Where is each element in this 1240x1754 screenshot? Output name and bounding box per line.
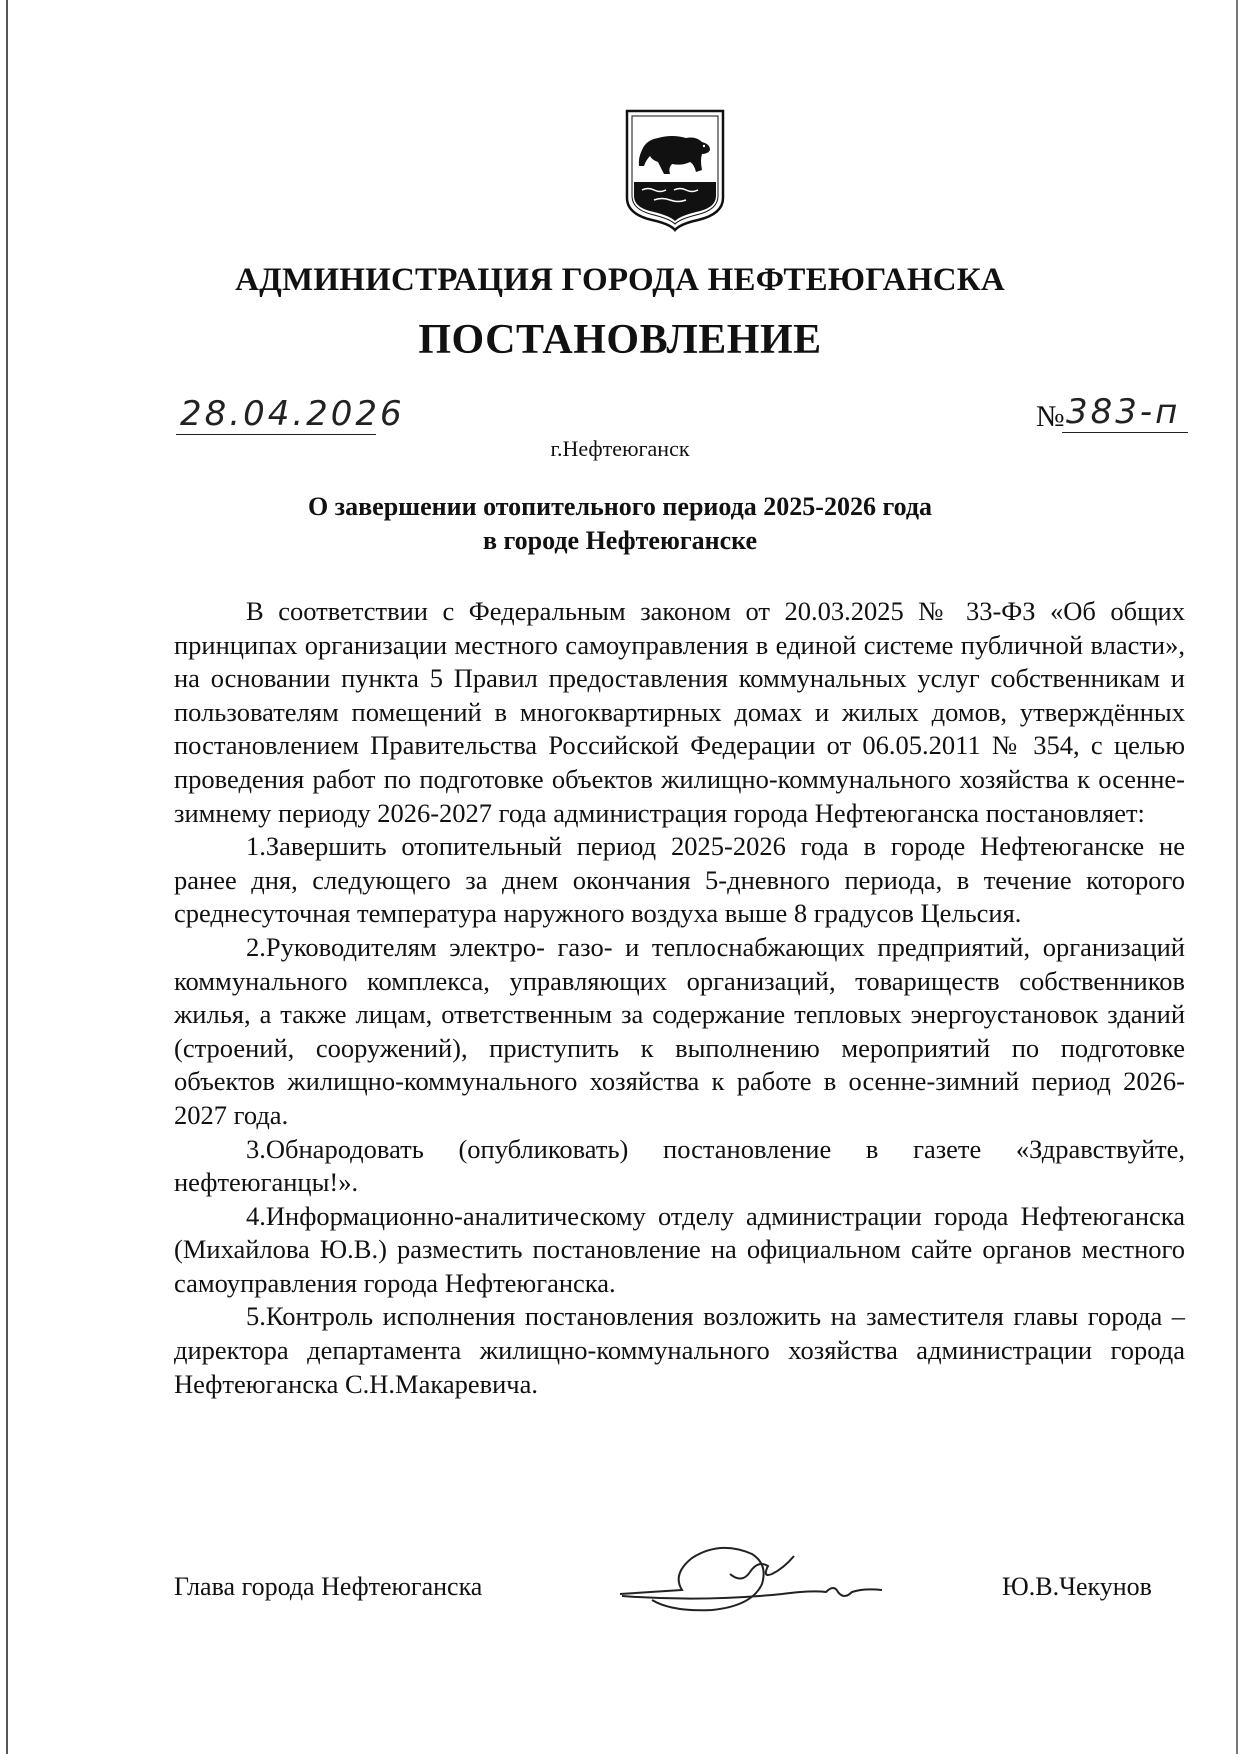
organization-title: АДМИНИСТРАЦИЯ ГОРОДА НЕФТЕЮГАНСКА: [235, 262, 1005, 298]
coat-of-arms-icon: [624, 108, 726, 232]
city-name: г.Нефтеюганск: [550, 436, 690, 461]
signatory-role: Глава города Нефтеюганска: [174, 1572, 483, 1601]
paragraph-item-5: 5.Контроль исполнения постановления возложить на заместителя главы города – директора департамента жилищно-коммунального хозяйства администрации города Нефтеюганска С.Н.Макаревича.: [174, 1301, 1185, 1399]
signatory-name: Ю.В.Чекунов: [1002, 1572, 1152, 1601]
subject-line-2: в городе Нефтеюганске: [482, 526, 758, 555]
paragraph-item-2: 2.Руководителям электро- газо- и теплоснабжающих предприятий, организаций коммунального комплекса, управляющих организаций, товариществ собственников жилья, а также лицам, ответственным за содержание тепловых энергоустановок зданий (строений, сооружений), приступить к выполнению мероприятий по подготовке объектов жилищно-коммунального хозяйства к работе в осенне-зимний период 2026-2027 года.: [174, 931, 1185, 1130]
document-number: [1036, 392, 1198, 434]
paragraph-item-4: 4.Информационно-аналитическому отделу администрации города Нефтеюганска (Михайлова Ю.В.) разместить постановление на официальном сайте органов местного самоуправления города Нефтеюганска.: [174, 1200, 1185, 1298]
subject-line-1: О завершении отопительного периода 2025-2026 года: [307, 492, 933, 521]
document-subject: [0, 490, 1240, 558]
number-sign: №: [1036, 400, 1065, 433]
handwritten-signature: [612, 1534, 908, 1634]
paragraph-item-3: 3.Обнародовать (опубликовать) постановление в газете «Здравствуйте, нефтеюганцы!».: [174, 1133, 1185, 1198]
paragraph-item-1: 1.Завершить отопительный период 2025-2026 года в городе Нефтеюганске не ранее дня, следующего за днем окончания 5-дневного периода, в течение которого среднесуточная температура наружного воздуха выше 8 градусов Цельсия.: [174, 831, 1185, 929]
document-number-value: 383-п: [1066, 392, 1181, 432]
document-date-value: 28.04.2026: [180, 394, 405, 434]
document-date: [176, 394, 405, 435]
document-body: [174, 595, 1185, 1401]
document-type: ПОСТАНОВЛЕНИЕ: [418, 317, 822, 363]
paragraph-preamble: В соответствии с Федеральным законом от 20.03.2025 № 33-ФЗ «Об общих принципах организации местного самоуправления в единой системе публичной власти», на основании пункта 5 Правил предоставления коммунальных услуг собственникам и пользователям помещений в многоквартирных домах и жилых домов, утверждённых постановлением Правительства Российской Федерации от 06.05.2011 № 354, с целью проведения работ по подготовке объектов жилищно-коммунального хозяйства к осенне-зимнему периоду 2026-2027 года администрация города Нефтеюганска постановляет:: [174, 596, 1185, 828]
